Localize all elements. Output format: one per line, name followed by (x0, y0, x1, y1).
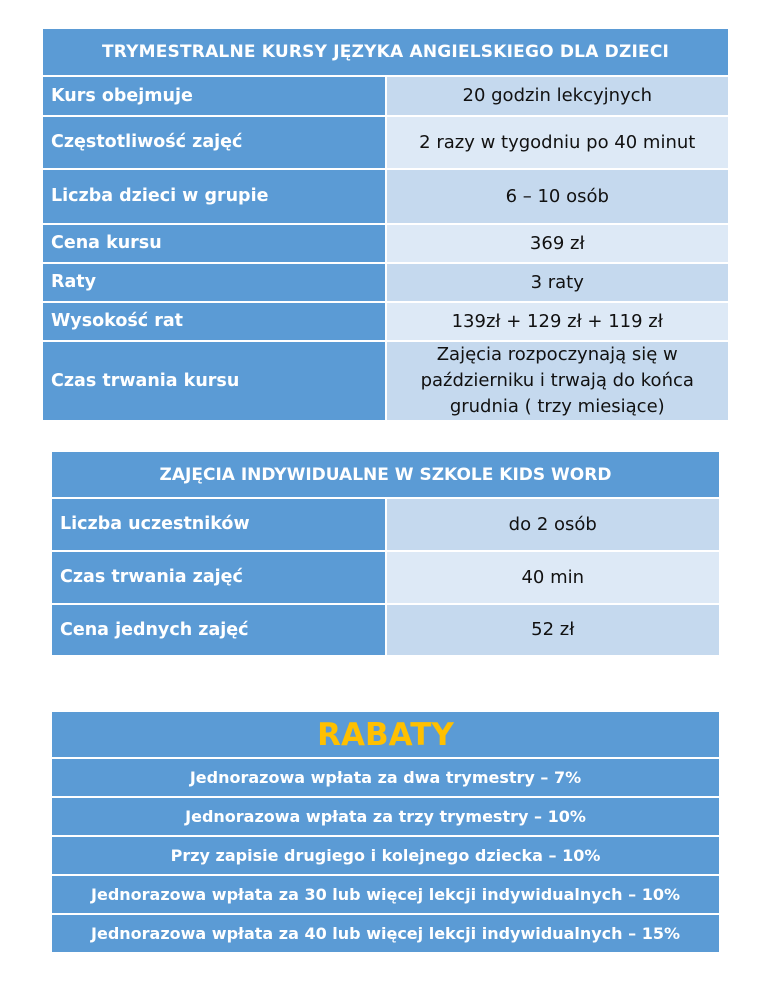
row-value: 6 – 10 osób (386, 169, 729, 224)
row-label: Częstotliwość zajęć (43, 116, 386, 169)
row-value: 52 zł (386, 604, 720, 656)
row-label: Liczba dzieci w grupie (43, 169, 386, 224)
table-row (43, 302, 728, 341)
table-row (43, 341, 728, 421)
row-value: 2 razy w tygodniu po 40 minut (386, 116, 729, 169)
row-value: 3 raty (386, 263, 729, 302)
row-label: Cena kursu (43, 224, 386, 263)
table-row (43, 76, 728, 116)
row-value: 139zł + 129 zł + 119 zł (386, 302, 729, 341)
row-label: Liczba uczestników (52, 498, 386, 551)
table-row (43, 116, 728, 169)
discount-item: Przy zapisie drugiego i kolejnego dziecka – 10% (52, 836, 719, 875)
table-row (52, 498, 719, 551)
row-label: Czas trwania kursu (43, 341, 386, 421)
courses-table-title: TRYMESTRALNE KURSY JĘZYKA ANGIELSKIEGO DLA DZIECI (43, 29, 728, 76)
row-value: Zajęcia rozpoczynają się w październiku i trwają do końca grudnia ( trzy miesiące) (386, 341, 729, 421)
row-value: 369 zł (386, 224, 729, 263)
individual-table-title: ZAJĘCIA INDYWIDUALNE W SZKOLE KIDS WORD (52, 452, 719, 498)
row-label: Raty (43, 263, 386, 302)
individual-table (52, 452, 719, 657)
table-row (52, 604, 719, 656)
discounts-table (52, 712, 719, 954)
discount-item: Jednorazowa wpłata za trzy trymestry – 10% (52, 797, 719, 836)
row-label: Cena jednych zajęć (52, 604, 386, 656)
discounts-title: RABATY (52, 712, 719, 758)
discount-item: Jednorazowa wpłata za dwa trymestry – 7% (52, 758, 719, 797)
discount-item: Jednorazowa wpłata za 30 lub więcej lekcji indywidualnych – 10% (52, 875, 719, 914)
courses-table (43, 29, 728, 422)
row-value: 20 godzin lekcyjnych (386, 76, 729, 116)
table-row (43, 224, 728, 263)
discount-item: Jednorazowa wpłata za 40 lub więcej lekcji indywidualnych – 15% (52, 914, 719, 953)
table-row (52, 551, 719, 604)
row-label: Kurs obejmuje (43, 76, 386, 116)
table-row (43, 263, 728, 302)
row-value: 40 min (386, 551, 720, 604)
row-label: Wysokość rat (43, 302, 386, 341)
table-row (43, 169, 728, 224)
row-label: Czas trwania zajęć (52, 551, 386, 604)
row-value: do 2 osób (386, 498, 720, 551)
